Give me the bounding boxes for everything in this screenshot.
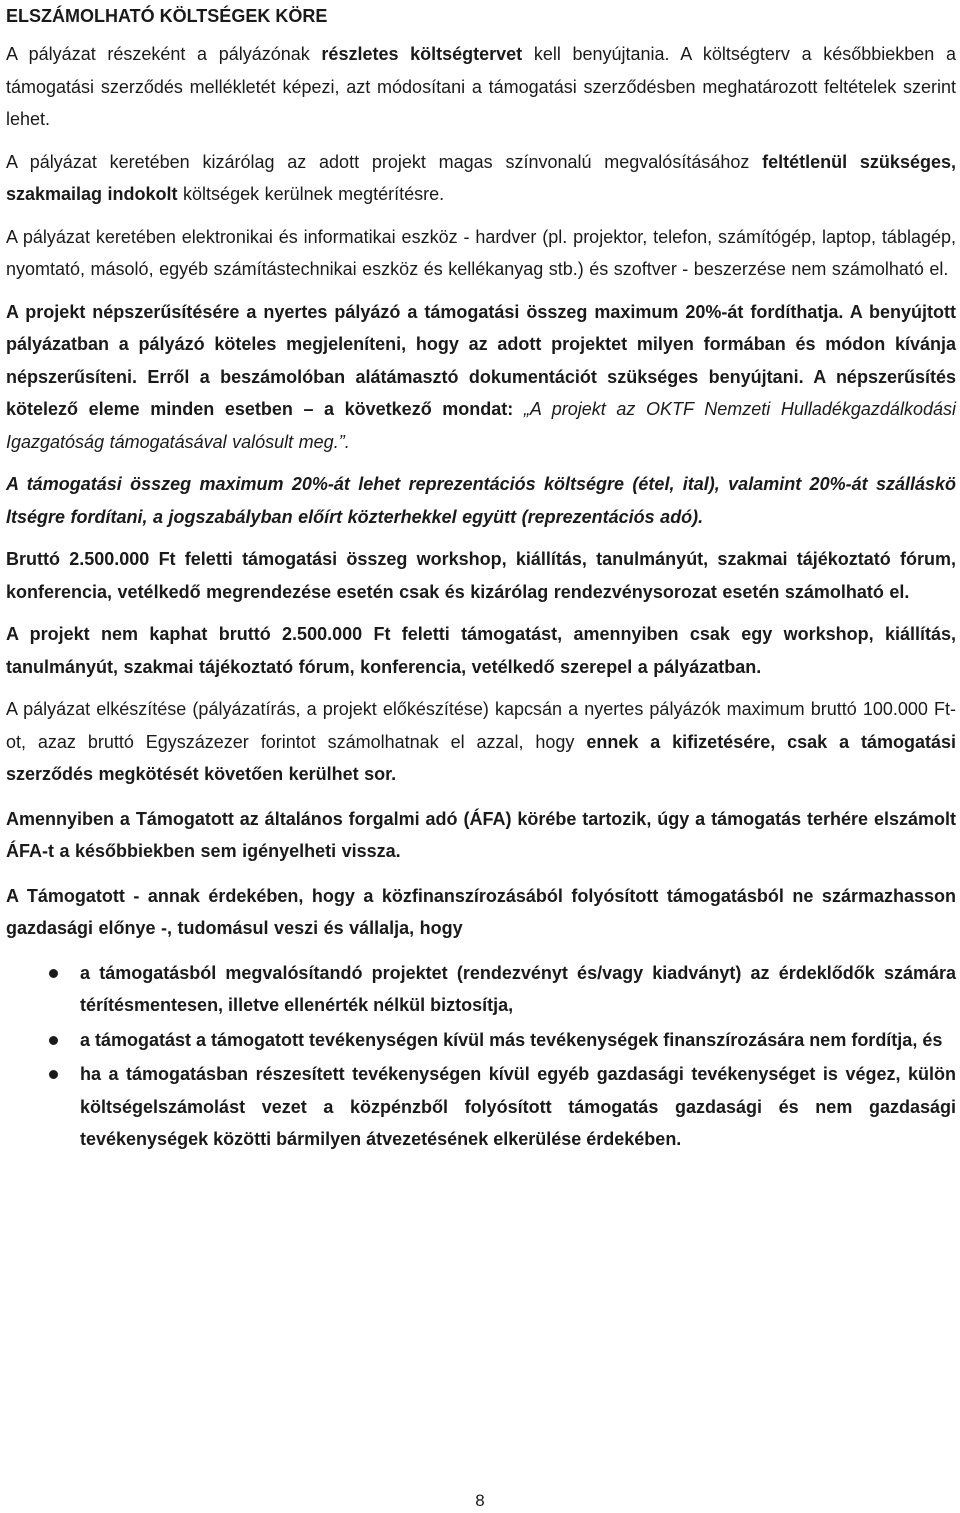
paragraph-application-preparation bbox=[6, 693, 956, 791]
obligations-list bbox=[6, 957, 956, 1156]
paragraph-representation-costs: A támogatási összeg maximum 20%-át lehet reprezentációs költségre (étel, ital), valamint 20%-át szálláskö ltségre fordítani, a jogszabályban előírt közterhekkel együtt (reprezentációs adó). bbox=[6, 474, 956, 527]
promotion-text-a: A projekt népszerűsítésére a nyertes pályázó a támogatási összeg maximum 20%-át fordíthatja. A benyújtott pályázatban a pályázó köteles megjeleníteni, hogy az adott projektet milyen formában és módon kívánja népszerűsíteni. Erről a beszámolóban alátámasztó dokumentációt szükséges benyújtani. A népszerűsítés kötelező eleme minden esetben – a következő mondat: bbox=[6, 301, 956, 419]
page-number: 8 bbox=[475, 1491, 485, 1510]
list-item bbox=[6, 1024, 956, 1057]
preparation-text-a: A pályázat elkészítése (pályázatírás, a projekt előkészítése) kapcsán a nyertes pályázók maximum bruttó 100.000 Ft-ot, azaz bruttó Egyszázezer forintot számolhatnak el azzal, hogy bbox=[6, 699, 956, 752]
preparation-text-bold: ennek a kifizetésére, csak a támogatási szerződés megkötését követően kerülhet sor. bbox=[6, 731, 957, 784]
cost-plan-text-a: A pályázat részeként a pályázónak bbox=[6, 44, 322, 64]
bullet-icon bbox=[49, 1070, 58, 1079]
promotion-mandatory-sentence: „A projekt az OKTF Nemzeti Hulladékgazdálkodási Igazgatóság támogatásával valósult meg.”. bbox=[6, 399, 956, 452]
eligible-costs-text-c: költségek kerülnek megtérítésre. bbox=[177, 184, 445, 204]
list-item-text: a támogatást a támogatott tevékenységen kívül más tevékenységek finanszírozására nem fordítja, és bbox=[80, 1029, 943, 1050]
paragraph-event-series: Bruttó 2.500.000 Ft feletti támogatási összeg workshop, kiállítás, tanulmányút, szakmai tájékoztató fórum, konferencia, vetélkedő megrendezése esetén csak és kizárólag rendezvénysorozat esetén számolható el. bbox=[6, 549, 956, 602]
list-item bbox=[6, 957, 956, 1022]
cost-plan-text-bold: részletes költségtervet bbox=[321, 44, 523, 64]
paragraph-single-event-limit: A projekt nem kaphat bruttó 2.500.000 Ft feletti támogatást, amennyiben csak egy workshop, kiállítás, tanulmányút, szakmai tájékoztató fórum, konferencia, vetélkedő szerepel a pályázatban. bbox=[6, 624, 956, 677]
paragraph-hardware-exclusion: A pályázat keretében elektronikai és informatikai eszköz - hardver (pl. projektor, telefon, számítógép, laptop, táblagép, nyomtató, másoló, egyéb számítástechnikai eszköz és kellékanyag stb.) és szoftver - beszerzése nem számolható el. bbox=[6, 226, 956, 279]
section-heading: ELSZÁMOLHATÓ KÖLTSÉGEK KÖRE bbox=[6, 6, 328, 26]
paragraph-supported-obligations: A Támogatott - annak érdekében, hogy a közfinanszírozásából folyósított támogatásból ne származhasson gazdasági előnye -, tudomásul veszi és vállalja, hogy bbox=[6, 885, 956, 938]
paragraph-promotion bbox=[6, 296, 956, 459]
paragraph-cost-plan bbox=[6, 38, 956, 136]
document-page bbox=[6, 0, 956, 1158]
eligible-costs-text-a: A pályázat keretében kizárólag az adott projekt magas színvonalú megvalósításához bbox=[6, 151, 763, 172]
paragraph-eligible-costs bbox=[6, 146, 956, 211]
paragraph-vat: Amennyiben a Támogatott az általános forgalmi adó (ÁFA) körébe tartozik, úgy a támogatás terhére elszámolt ÁFA-t a későbbiekben sem igényelheti vissza. bbox=[6, 808, 956, 861]
bullet-icon bbox=[49, 969, 58, 978]
bullet-icon bbox=[49, 1036, 58, 1045]
list-item-text: ha a támogatásban részesített tevékenységen kívül egyéb gazdasági tevékenységet is végez, külön költségelszámolást vezet a közpénzből folyósított támogatás gazdasági és nem gazdasági tevékenységek közötti bármilyen átvezetésének elkerülése érdekében. bbox=[80, 1064, 956, 1149]
eligible-costs-text-bold: feltétlenül szükséges, szakmailag indokolt bbox=[6, 151, 956, 204]
list-item bbox=[6, 1058, 956, 1156]
cost-plan-text-c: kell benyújtania. A költségterv a későbbiekben a támogatási szerződés mellékletét képezi, azt módosítani a támogatási szerződésben meghatározott feltételek szerint lehet. bbox=[6, 44, 956, 129]
list-item-text: a támogatásból megvalósítandó projektet (rendezvényt és/vagy kiadványt) az érdeklődők számára térítésmentesen, illetve ellenérték nélkül biztosítja, bbox=[80, 962, 956, 1015]
